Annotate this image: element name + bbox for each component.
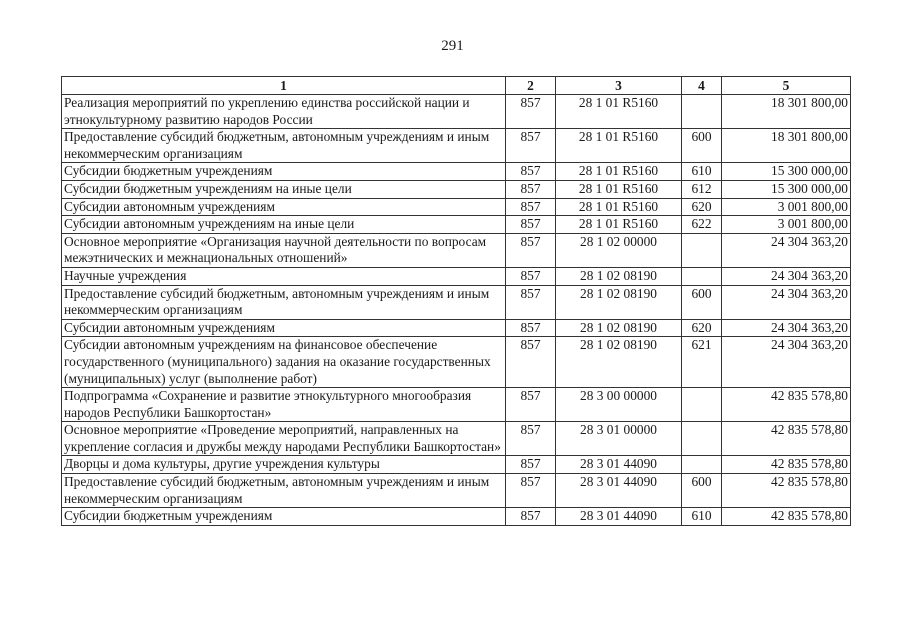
- row-grbs-cell: 857: [506, 456, 556, 474]
- row-sum-cell: 42 835 578,80: [722, 508, 851, 526]
- table-row: [62, 422, 851, 456]
- table-row: [62, 319, 851, 337]
- row-sum-cell: 24 304 363,20: [722, 337, 851, 388]
- row-vr-cell: [682, 388, 722, 422]
- header-col-1: 1: [62, 77, 506, 95]
- table-row: [62, 337, 851, 388]
- row-grbs-cell: 857: [506, 388, 556, 422]
- row-csr-cell: 28 1 01 R5160: [556, 95, 682, 129]
- row-grbs-cell: 857: [506, 198, 556, 216]
- row-vr-cell: 620: [682, 198, 722, 216]
- row-sum-cell: 3 001 800,00: [722, 216, 851, 234]
- table-row: [62, 233, 851, 267]
- row-grbs-cell: 857: [506, 508, 556, 526]
- row-vr-cell: 621: [682, 337, 722, 388]
- row-grbs-cell: 857: [506, 129, 556, 163]
- row-grbs-cell: 857: [506, 319, 556, 337]
- row-vr-cell: 600: [682, 474, 722, 508]
- row-name-cell: Субсидии бюджетным учреждениям: [62, 163, 506, 181]
- row-csr-cell: 28 1 02 08190: [556, 285, 682, 319]
- row-csr-cell: 28 1 01 R5160: [556, 216, 682, 234]
- row-sum-cell: 42 835 578,80: [722, 474, 851, 508]
- row-name-cell: Подпрограмма «Сохранение и развитие этнокультурного многообразия народов Республики Башкортостан»: [62, 388, 506, 422]
- table-row: [62, 285, 851, 319]
- row-grbs-cell: 857: [506, 95, 556, 129]
- row-vr-cell: [682, 456, 722, 474]
- table-row: [62, 456, 851, 474]
- row-csr-cell: 28 1 02 08190: [556, 267, 682, 285]
- table-row: [62, 216, 851, 234]
- row-name-cell: Основное мероприятие «Проведение мероприятий, направленных на укрепление согласия и дружбы между народами Республики Башкортостан»: [62, 422, 506, 456]
- row-sum-cell: 24 304 363,20: [722, 267, 851, 285]
- table-row: [62, 163, 851, 181]
- row-name-cell: Субсидии автономным учреждениям: [62, 198, 506, 216]
- table-row: [62, 95, 851, 129]
- table-body: [62, 95, 851, 526]
- row-name-cell: Субсидии автономным учреждениям на иные цели: [62, 216, 506, 234]
- header-col-2: 2: [506, 77, 556, 95]
- header-col-4: 4: [682, 77, 722, 95]
- table-row: [62, 129, 851, 163]
- row-vr-cell: [682, 422, 722, 456]
- row-grbs-cell: 857: [506, 267, 556, 285]
- row-vr-cell: 620: [682, 319, 722, 337]
- row-grbs-cell: 857: [506, 216, 556, 234]
- row-grbs-cell: 857: [506, 233, 556, 267]
- row-csr-cell: 28 3 01 44090: [556, 508, 682, 526]
- row-name-cell: Предоставление субсидий бюджетным, автономным учреждениям и иным некоммерческим организациям: [62, 129, 506, 163]
- row-vr-cell: [682, 267, 722, 285]
- row-grbs-cell: 857: [506, 422, 556, 456]
- row-sum-cell: 18 301 800,00: [722, 129, 851, 163]
- row-name-cell: Предоставление субсидий бюджетным, автономным учреждениям и иным некоммерческим организациям: [62, 474, 506, 508]
- page-number: 291: [441, 38, 464, 54]
- row-name-cell: Основное мероприятие «Организация научной деятельности по вопросам межэтнических и межнациональных отношений»: [62, 233, 506, 267]
- row-csr-cell: 28 3 01 00000: [556, 422, 682, 456]
- row-name-cell: Субсидии автономным учреждениям: [62, 319, 506, 337]
- row-sum-cell: 15 300 000,00: [722, 180, 851, 198]
- header-col-5: 5: [722, 77, 851, 95]
- row-grbs-cell: 857: [506, 285, 556, 319]
- table-row: [62, 474, 851, 508]
- row-name-cell: Дворцы и дома культуры, другие учреждения культуры: [62, 456, 506, 474]
- row-vr-cell: 600: [682, 129, 722, 163]
- row-grbs-cell: 857: [506, 163, 556, 181]
- row-grbs-cell: 857: [506, 337, 556, 388]
- table-row: [62, 508, 851, 526]
- row-vr-cell: 600: [682, 285, 722, 319]
- row-sum-cell: 24 304 363,20: [722, 233, 851, 267]
- budget-table: [61, 76, 851, 526]
- row-csr-cell: 28 1 02 08190: [556, 319, 682, 337]
- row-sum-cell: 24 304 363,20: [722, 319, 851, 337]
- row-csr-cell: 28 1 01 R5160: [556, 198, 682, 216]
- row-name-cell: Предоставление субсидий бюджетным, автономным учреждениям и иным некоммерческим организациям: [62, 285, 506, 319]
- row-sum-cell: 24 304 363,20: [722, 285, 851, 319]
- table-row: [62, 267, 851, 285]
- row-grbs-cell: 857: [506, 180, 556, 198]
- row-sum-cell: 18 301 800,00: [722, 95, 851, 129]
- row-name-cell: Научные учреждения: [62, 267, 506, 285]
- row-csr-cell: 28 1 02 08190: [556, 337, 682, 388]
- table-row: [62, 198, 851, 216]
- row-vr-cell: 610: [682, 508, 722, 526]
- row-vr-cell: 612: [682, 180, 722, 198]
- row-sum-cell: 42 835 578,80: [722, 456, 851, 474]
- row-sum-cell: 3 001 800,00: [722, 198, 851, 216]
- row-name-cell: Реализация мероприятий по укреплению единства российской нации и этнокультурному развитию народов России: [62, 95, 506, 129]
- row-name-cell: Субсидии бюджетным учреждениям на иные цели: [62, 180, 506, 198]
- row-csr-cell: 28 1 01 R5160: [556, 163, 682, 181]
- header-col-3: 3: [556, 77, 682, 95]
- row-sum-cell: 42 835 578,80: [722, 388, 851, 422]
- row-name-cell: Субсидии автономным учреждениям на финансовое обеспечение государственного (муниципального) задания на оказание государственных (муниципальных) услуг (выполнение работ): [62, 337, 506, 388]
- row-sum-cell: 15 300 000,00: [722, 163, 851, 181]
- row-vr-cell: 622: [682, 216, 722, 234]
- row-name-cell: Субсидии бюджетным учреждениям: [62, 508, 506, 526]
- table-row: [62, 180, 851, 198]
- row-csr-cell: 28 1 02 00000: [556, 233, 682, 267]
- table-row: [62, 388, 851, 422]
- row-grbs-cell: 857: [506, 474, 556, 508]
- row-vr-cell: [682, 233, 722, 267]
- row-csr-cell: 28 1 01 R5160: [556, 129, 682, 163]
- row-csr-cell: 28 3 01 44090: [556, 474, 682, 508]
- row-sum-cell: 42 835 578,80: [722, 422, 851, 456]
- row-vr-cell: 610: [682, 163, 722, 181]
- row-csr-cell: 28 1 01 R5160: [556, 180, 682, 198]
- row-vr-cell: [682, 95, 722, 129]
- row-csr-cell: 28 3 00 00000: [556, 388, 682, 422]
- row-csr-cell: 28 3 01 44090: [556, 456, 682, 474]
- table-header-row: [62, 77, 851, 95]
